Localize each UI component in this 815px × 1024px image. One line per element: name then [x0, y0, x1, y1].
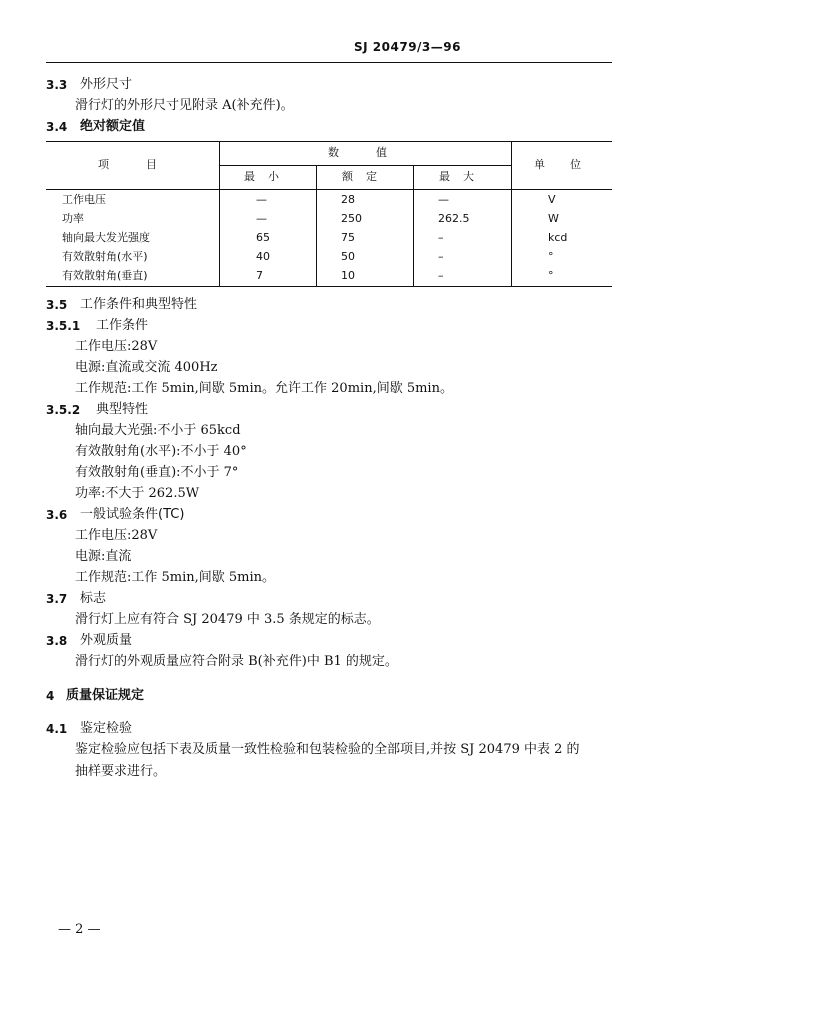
- section-3-7-number: 3.7: [46, 592, 68, 606]
- body-line: 抽样要求进行。: [75, 764, 167, 779]
- table-bottom-rule: [46, 286, 612, 287]
- body-line: 工作电压:28V: [75, 528, 158, 543]
- table-cell-unit: °: [548, 250, 554, 263]
- table-top-rule: [46, 141, 612, 142]
- table-col-divider: [219, 141, 220, 287]
- table-col-divider: [413, 165, 414, 287]
- header-rule: [46, 62, 612, 63]
- table-cell-max: –: [438, 269, 444, 282]
- table-cell-rated: 75: [341, 231, 355, 244]
- table-cell-unit: V: [548, 193, 556, 206]
- section-4-1-title: 鉴定检验: [80, 721, 133, 736]
- section-3-7-text: 滑行灯上应有符合 SJ 20479 中 3.5 条规定的标志。: [75, 612, 380, 627]
- section-3-6-number: 3.6: [46, 508, 68, 522]
- table-cell-max: –: [438, 250, 444, 263]
- table-header-rule: [46, 189, 612, 190]
- table-cell-max: 262.5: [438, 212, 470, 225]
- body-line: 轴向最大光强:不小于 65kcd: [75, 423, 241, 438]
- section-3-7-title: 标志: [80, 591, 107, 606]
- table-cell-min: —: [256, 193, 267, 206]
- section-3-5-title: 工作条件和典型特性: [80, 297, 198, 312]
- body-line: 电源:直流或交流 400Hz: [75, 360, 218, 375]
- section-3-3-title: 外形尺寸: [80, 77, 133, 92]
- body-line: 工作电压:28V: [75, 339, 158, 354]
- table-cell-max: —: [438, 193, 449, 206]
- section-3-3-text: 滑行灯的外形尺寸见附录 A(补充件)。: [75, 98, 294, 113]
- section-3-6-title: 一般试验条件(TC): [80, 507, 185, 522]
- table-cell-max: –: [438, 231, 444, 244]
- body-line: 功率:不大于 262.5W: [75, 486, 200, 501]
- table-col-divider: [511, 141, 512, 287]
- section-3-5-1-title: 工作条件: [96, 318, 149, 333]
- section-4-number: 4: [46, 689, 55, 703]
- body-line: 工作规范:工作 5min,间歇 5min。: [75, 570, 276, 585]
- table-header-item: 项 目: [98, 158, 158, 171]
- section-3-4-title: 绝对额定值: [80, 119, 146, 134]
- table-cell-rated: 28: [341, 193, 355, 206]
- section-3-8-text: 滑行灯的外观质量应符合附录 B(补充件)中 B1 的规定。: [75, 654, 398, 669]
- table-col-divider: [316, 165, 317, 287]
- table-cell-min: 65: [256, 231, 270, 244]
- table-cell-unit: W: [548, 212, 559, 225]
- section-4-1-number: 4.1: [46, 722, 68, 736]
- section-3-5-2-title: 典型特性: [96, 402, 149, 417]
- body-line: 工作规范:工作 5min,间歇 5min。允许工作 20min,间歇 5min。: [75, 381, 453, 396]
- table-cell-item: 功率: [62, 212, 84, 225]
- table-cell-unit: kcd: [548, 231, 568, 244]
- section-3-5-1-number: 3.5.1: [46, 319, 81, 333]
- table-cell-unit: °: [548, 269, 554, 282]
- body-line: 有效散射角(垂直):不小于 7°: [75, 465, 239, 480]
- page-number: — 2 —: [58, 922, 101, 937]
- document-code: SJ 20479/3—96: [354, 40, 461, 54]
- table-header-value: 数 值: [328, 146, 388, 159]
- table-cell-min: 40: [256, 250, 270, 263]
- section-3-4-number: 3.4: [46, 120, 68, 134]
- body-line: 有效散射角(水平):不小于 40°: [75, 444, 247, 459]
- body-line: 电源:直流: [75, 549, 132, 564]
- table-cell-item: 工作电压: [62, 193, 106, 206]
- table-cell-item: 轴向最大发光强度: [62, 231, 150, 244]
- table-cell-rated: 250: [341, 212, 362, 225]
- table-cell-min: —: [256, 212, 267, 225]
- table-cell-min: 7: [256, 269, 263, 282]
- table-header-unit: 单 位: [534, 158, 582, 171]
- table-subheader-rated: 额 定: [342, 170, 378, 183]
- table-cell-rated: 50: [341, 250, 355, 263]
- table-cell-item: 有效散射角(水平): [62, 250, 148, 263]
- ratings-table: [46, 141, 612, 287]
- table-subheader-rule: [219, 165, 511, 166]
- table-cell-item: 有效散射角(垂直): [62, 269, 148, 282]
- section-3-5-number: 3.5: [46, 298, 68, 312]
- table-subheader-min: 最 小: [244, 170, 280, 183]
- section-3-5-2-number: 3.5.2: [46, 403, 81, 417]
- table-cell-rated: 10: [341, 269, 355, 282]
- section-3-3-number: 3.3: [46, 78, 68, 92]
- table-subheader-max: 最 大: [439, 170, 475, 183]
- section-3-8-title: 外观质量: [80, 633, 133, 648]
- section-3-8-number: 3.8: [46, 634, 68, 648]
- section-4-title: 质量保证规定: [66, 688, 145, 703]
- body-line: 鉴定检验应包括下表及质量一致性检验和包装检验的全部项目,并按 SJ 20479 中表 2 的: [75, 742, 580, 757]
